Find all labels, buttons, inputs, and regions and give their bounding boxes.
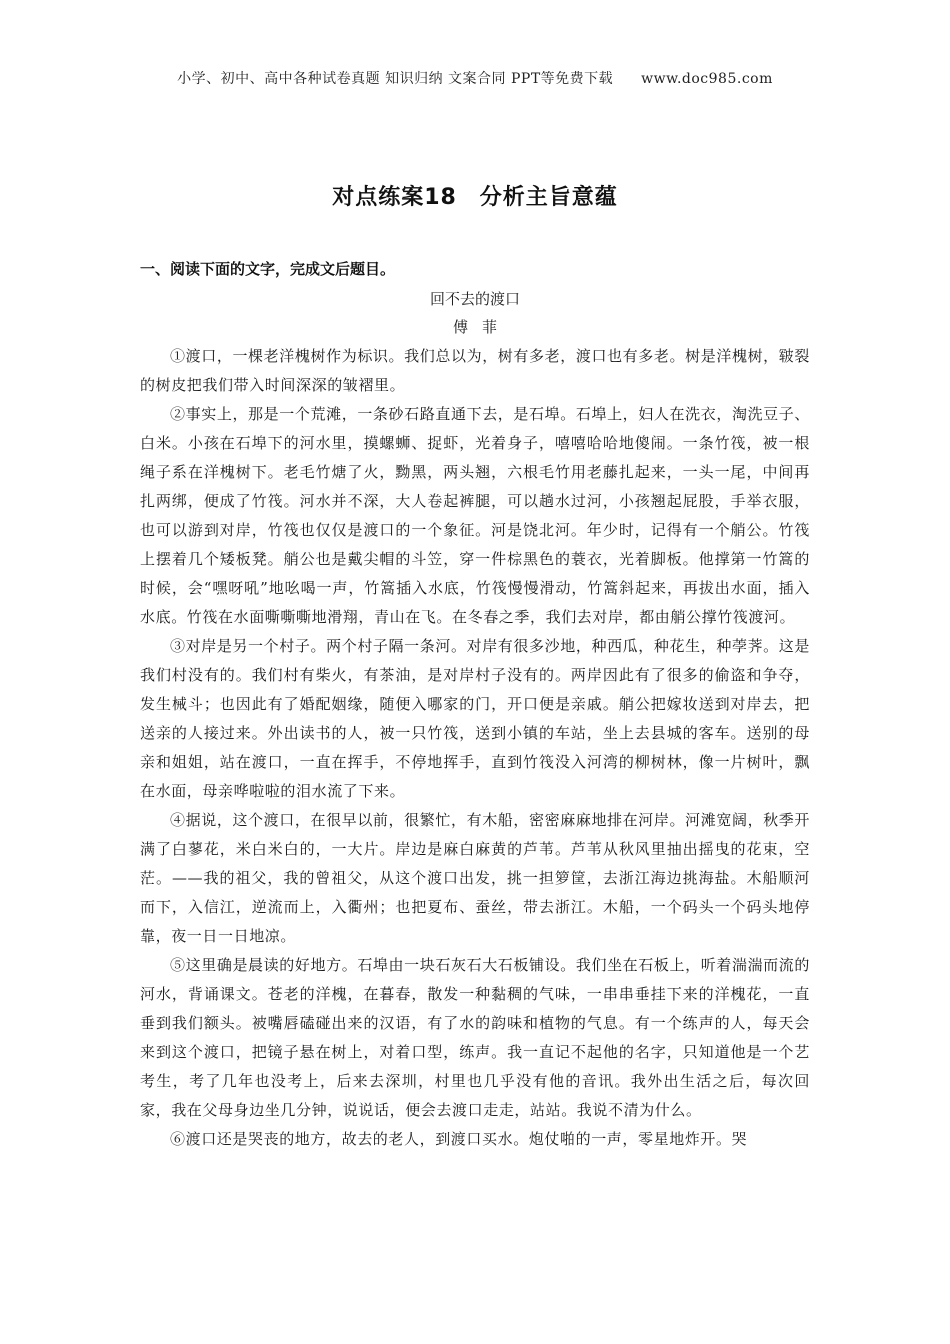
header-tagline: 小学、初中、高中各种试卷真题 知识归纳 文案合同 PPT等免费下载 [177, 71, 614, 87]
page-title: 对点练案18 分析主旨意蕴 [332, 185, 618, 210]
page-header [0, 68, 950, 88]
paragraph-4: ④据说，这个渡口，在很早以前，很繁忙，有木船，密密麻麻地排在河岸。河滩宽阔，秋季开满了白蓼花，米白米白的，一大片。岸边是麻白麻黄的芦苇。芦苇从秋风里抽出摇曳的花束，空茫。——我的祖父，我的曾祖父，从这个渡口出发，挑一担箩筐，去浙江海边挑海盐。木船顺河而下，入信江，逆流而上，入衢州；也把夏布、蚕丝，带去浙江。木船，一个码头一个码头地停靠，夜一日一日地凉。 [140, 811, 810, 945]
header-site-url[interactable]: www.doc985.com [641, 71, 773, 87]
section-heading: 一、阅读下面的文字，完成文后题目。 [140, 260, 396, 278]
article-title: 回不去的渡口 [429, 290, 520, 308]
article-body [140, 342, 810, 1154]
paragraph-5: ⑤这里确是晨读的好地方。石埠由一块石灰石大石板铺设。我们坐在石板上，听着湍湍而流的河水，背诵课文。苍老的洋槐，在暮春，散发一种黏稠的气味，一串串垂挂下来的洋槐花，一直垂到我们额头。被嘴唇磕碰出来的汉语，有了水的韵味和植物的气息。有一个练声的人，每天会来到这个渡口，把镜子悬在树上，对着口型，练声。我一直记不起他的名字，只知道他是一个艺考生，考了几年也没考上，后来去深圳，村里也几乎没有他的音讯。我外出生活之后，每次回家，我在父母身边坐几分钟，说说话，便会去渡口走走，站站。我说不清为什么。 [140, 956, 810, 1119]
paragraph-2: ②事实上，那是一个荒滩，一条砂石路直通下去，是石埠。石埠上，妇人在洗衣，淘洗豆子、白米。小孩在石埠下的河水里，摸螺蛳、捉虾，光着身子，嘻嘻哈哈地傻闹。一条竹筏，被一根绳子系在洋槐树下。老毛竹煻了火，黝黑，两头翘，六根毛竹用老藤扎起来，一头一尾，中间再扎两绑，便成了竹筏。河水并不深，大人卷起裤腿，可以趟水过河，小孩翘起屁股，手举衣服，也可以游到对岸，竹筏也仅仅是渡口的一个象征。河是饶北河。年少时，记得有一个艄公。竹筏上摆着几个矮板凳。艄公也是戴尖帽的斗笠，穿一件棕黑色的蓑衣，光着脚板。他撑第一竹篙的时候，会“嘿呀吼”地吆喝一声，竹篙插入水底，竹筏慢慢滑动，竹篙斜起来，再拔出水面，插入水底。竹筏在水面嘶嘶嘶地滑翔，青山在飞。在冬春之季，我们去对岸，都由艄公撑竹筏渡河。 [140, 405, 810, 626]
paragraph-1: ①渡口，一棵老洋槐树作为标识。我们总以为，树有多老，渡口也有多老。树是洋槐树，皲裂的树皮把我们带入时间深深的皱褶里。 [140, 347, 810, 394]
paragraph-6: ⑥渡口还是哭丧的地方，故去的老人，到渡口买水。炮仗啪的一声，零星地炸开。哭 [170, 1130, 748, 1148]
paragraph-3: ③对岸是另一个村子。两个村子隔一条河。对岸有很多沙地，种西瓜，种花生，种荸荠。这是我们村没有的。我们村有柴火，有茶油，是对岸村子没有的。两岸因此有了很多的偷盗和争夺，发生械斗；也因此有了婚配姻缘，随便入哪家的门，开口便是亲戚。艄公把嫁妆送到对岸去，把送亲的人接过来。外出读书的人，被一只竹筏，送到小镇的车站，坐上去县城的客车。送别的母亲和姐姐，站在渡口，一直在挥手，不停地挥手，直到竹筏没入河湾的柳树林，像一片树叶，飘在水面，母亲哗啦啦的泪水流了下来。 [140, 637, 810, 800]
article-author: 傅菲 [452, 318, 511, 336]
